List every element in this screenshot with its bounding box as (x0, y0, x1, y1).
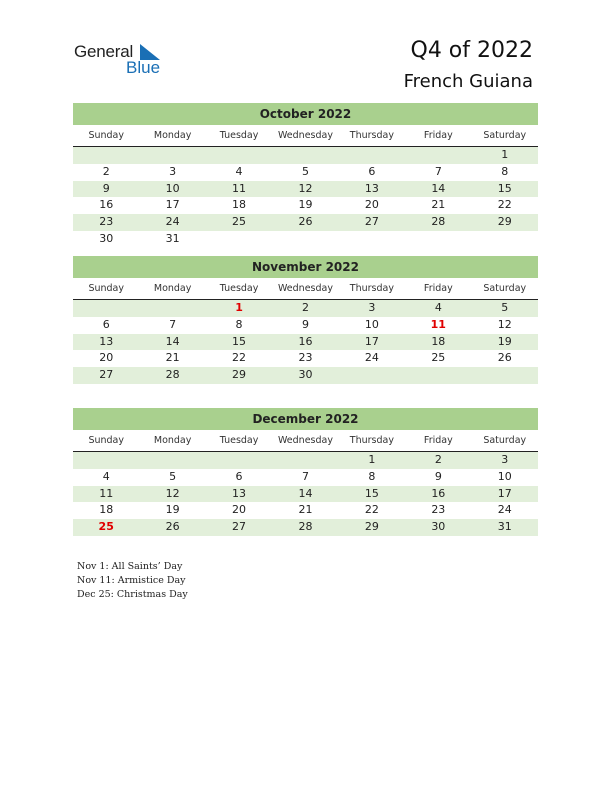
day-cell: 30 (298, 368, 313, 382)
day-cell: 29 (232, 368, 247, 382)
day-cell: 20 (232, 503, 247, 517)
weekday-label: Wednesday (277, 435, 333, 446)
day-cell: 11 (99, 486, 114, 500)
day-cell: 17 (364, 334, 379, 348)
day-cell: 1 (368, 453, 376, 466)
empty-day-cell (339, 147, 405, 164)
day-cell: 17 (165, 198, 180, 212)
day-cell: 13 (364, 181, 379, 195)
day-cell: 2 (434, 453, 442, 466)
empty-day-cell (405, 367, 471, 384)
day-cell: 14 (165, 334, 180, 348)
weekday-label: Thursday (349, 435, 394, 446)
day-cell: 1 (235, 301, 243, 314)
week-row (73, 231, 538, 248)
week-row (73, 197, 538, 214)
day-cell: 8 (235, 317, 243, 331)
empty-day-cell (206, 231, 272, 248)
day-cell: 28 (165, 368, 180, 382)
week-row (73, 164, 538, 181)
day-cell: 9 (102, 181, 110, 195)
day-cell: 30 (431, 520, 446, 534)
day-cell: 18 (99, 503, 114, 517)
day-cell: 23 (298, 351, 313, 365)
month-header: November 2022 (73, 256, 538, 278)
week-row (73, 147, 538, 164)
weekday-label: Monday (153, 283, 192, 294)
week-row (73, 300, 538, 317)
day-cell: 5 (301, 164, 309, 178)
day-cell: 4 (434, 301, 442, 314)
day-cell: 26 (298, 215, 313, 229)
day-cell: 5 (169, 469, 177, 483)
day-cell: 9 (434, 469, 442, 483)
weekday-label: Saturday (483, 283, 527, 294)
day-cell: 14 (298, 486, 313, 500)
day-cell: 24 (165, 215, 180, 229)
holiday-note: Nov 1: All Saints’ Day (77, 561, 183, 572)
month-calendar-december (73, 408, 538, 536)
logo-general-text: General (74, 42, 134, 61)
week-row (73, 350, 538, 367)
day-cell: 4 (235, 164, 243, 178)
weekday-label: Sunday (88, 283, 124, 294)
weekday-label: Saturday (483, 435, 527, 446)
day-cell: 21 (165, 351, 180, 365)
weekday-label: Friday (423, 283, 453, 294)
day-cell: 19 (497, 334, 512, 348)
day-cell: 16 (99, 198, 114, 212)
empty-day-cell (472, 367, 538, 384)
day-cell: 15 (497, 181, 512, 195)
day-cell: 21 (431, 198, 446, 212)
day-cell: 16 (431, 486, 446, 500)
day-cell: 12 (497, 317, 512, 331)
month-calendar-october (73, 103, 538, 248)
day-cell: 31 (165, 231, 180, 245)
week-row (73, 214, 538, 231)
day-cell: 11 (430, 317, 446, 331)
day-cell: 22 (232, 351, 247, 365)
empty-day-cell (139, 300, 205, 317)
weekday-label: Saturday (483, 130, 527, 141)
weekday-label: Sunday (88, 130, 124, 141)
weekday-label: Sunday (88, 435, 124, 446)
holiday-note: Nov 11: Armistice Day (77, 574, 186, 586)
day-cell: 4 (102, 469, 110, 483)
day-cell: 12 (298, 181, 313, 195)
day-cell: 7 (169, 317, 177, 331)
day-cell: 13 (99, 334, 114, 348)
day-cell: 12 (165, 486, 180, 500)
day-cell: 18 (232, 198, 247, 212)
weekday-label: Thursday (349, 283, 394, 294)
day-cell: 14 (431, 181, 446, 195)
day-cell: 20 (99, 351, 114, 365)
weekday-header-row (73, 127, 538, 147)
day-cell: 15 (232, 334, 247, 348)
day-cell: 23 (99, 215, 114, 229)
day-cell: 6 (368, 164, 376, 178)
weekday-label: Tuesday (219, 283, 259, 294)
empty-day-cell (272, 147, 338, 164)
day-cell: 1 (501, 148, 509, 161)
weekday-header-row (73, 280, 538, 300)
empty-day-cell (339, 367, 405, 384)
empty-day-cell (272, 452, 338, 469)
month-calendar-november (73, 256, 538, 384)
weekday-label: Thursday (349, 130, 394, 141)
day-cell: 7 (434, 164, 442, 178)
week-row (73, 502, 538, 519)
logo-blue-text: Blue (126, 58, 161, 77)
weekday-label: Monday (153, 130, 192, 141)
weekday-label: Tuesday (219, 130, 259, 141)
day-cell: 15 (364, 486, 379, 500)
week-row (73, 469, 538, 486)
empty-day-cell (405, 147, 471, 164)
day-cell: 24 (497, 503, 512, 517)
weekday-label: Wednesday (277, 283, 333, 294)
day-cell: 18 (431, 334, 446, 348)
day-cell: 29 (497, 215, 512, 229)
day-cell: 23 (431, 503, 446, 517)
day-cell: 19 (165, 503, 180, 517)
day-cell: 27 (99, 368, 114, 382)
empty-day-cell (139, 452, 205, 469)
day-cell: 29 (364, 520, 379, 534)
day-cell: 28 (431, 215, 446, 229)
week-row (73, 367, 538, 384)
day-cell: 5 (501, 301, 509, 314)
day-cell: 8 (501, 164, 509, 178)
day-cell: 27 (232, 520, 247, 534)
day-cell: 27 (364, 215, 379, 229)
week-row (73, 181, 538, 198)
day-cell: 31 (497, 520, 512, 534)
empty-day-cell (339, 231, 405, 248)
page-subtitle: French Guiana (403, 71, 533, 92)
empty-day-cell (206, 147, 272, 164)
week-row (73, 486, 538, 503)
page-title: Q4 of 2022 (410, 38, 533, 63)
month-header: December 2022 (73, 408, 538, 430)
day-cell: 21 (298, 503, 313, 517)
empty-day-cell (139, 147, 205, 164)
day-cell: 7 (301, 469, 309, 483)
holiday-notes (77, 560, 188, 601)
empty-day-cell (206, 452, 272, 469)
weekday-label: Monday (153, 435, 192, 446)
day-cell: 10 (165, 181, 180, 195)
day-cell: 3 (169, 164, 177, 178)
day-cell: 2 (301, 301, 309, 314)
week-row (73, 334, 538, 351)
day-cell: 19 (298, 198, 313, 212)
day-cell: 6 (235, 469, 243, 483)
month-header: October 2022 (73, 103, 538, 125)
week-row (73, 452, 538, 469)
day-cell: 8 (368, 469, 376, 483)
day-cell: 26 (497, 351, 512, 365)
day-cell: 10 (364, 317, 379, 331)
week-row (73, 317, 538, 334)
day-cell: 13 (232, 486, 247, 500)
day-cell: 10 (497, 469, 512, 483)
logo (74, 42, 174, 78)
day-cell: 24 (364, 351, 379, 365)
day-cell: 17 (497, 486, 512, 500)
day-cell: 22 (497, 198, 512, 212)
day-cell: 3 (368, 301, 376, 314)
day-cell: 2 (102, 164, 110, 178)
day-cell: 6 (102, 317, 110, 331)
day-cell: 28 (298, 520, 313, 534)
day-cell: 30 (99, 231, 114, 245)
weekday-label: Wednesday (277, 130, 333, 141)
empty-day-cell (472, 231, 538, 248)
empty-day-cell (73, 147, 139, 164)
day-cell: 11 (232, 181, 247, 195)
day-cell: 22 (364, 503, 379, 517)
empty-day-cell (73, 300, 139, 317)
empty-day-cell (73, 452, 139, 469)
day-cell: 3 (501, 453, 509, 466)
weekday-header-row (73, 432, 538, 452)
day-cell: 9 (301, 317, 309, 331)
week-row (73, 519, 538, 536)
weekday-label: Friday (423, 130, 453, 141)
day-cell: 25 (431, 351, 446, 365)
day-cell: 25 (98, 520, 114, 534)
day-cell: 26 (165, 520, 180, 534)
holiday-note: Dec 25: Christmas Day (77, 588, 188, 600)
weekday-label: Friday (423, 435, 453, 446)
empty-day-cell (405, 231, 471, 248)
weekday-label: Tuesday (219, 435, 259, 446)
day-cell: 16 (298, 334, 313, 348)
day-cell: 25 (232, 215, 247, 229)
day-cell: 20 (364, 198, 379, 212)
empty-day-cell (272, 231, 338, 248)
